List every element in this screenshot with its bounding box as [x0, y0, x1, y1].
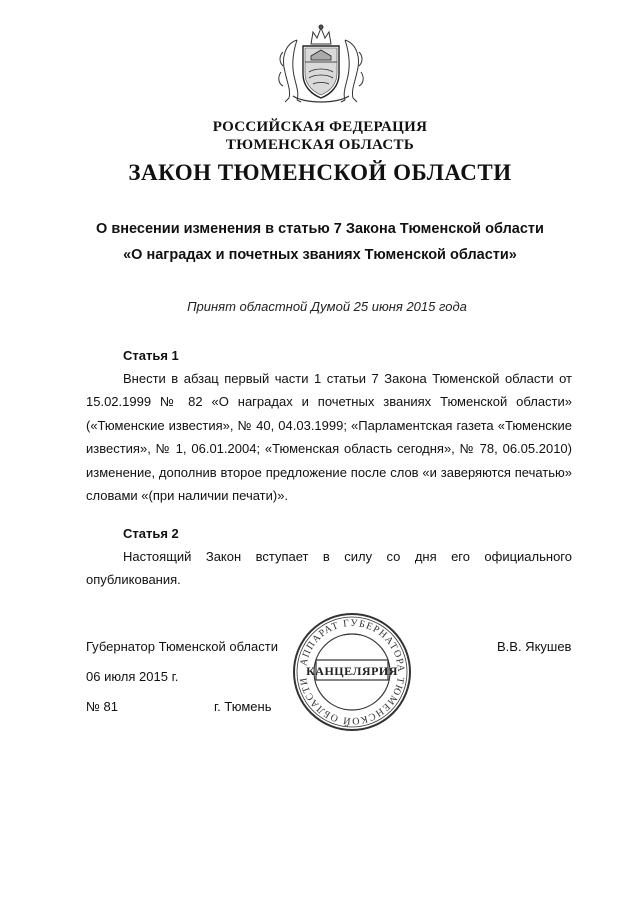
article-1-text: Внести в абзац первый части 1 статьи 7 Закона Тюменской области от 15.02.1999 № 82 «О наградах и почетных званиях Тюменской области» («Тюменские известия», № 40, 04.03.1999; «Парламентская газета «Тюменские известия», № 1, 06.01.2004; «Тюменская область сегодня», № 78, 06.05.2010) изменение, дополнив второе предложение после слов «и заверяются печатью» словами «(при наличии печати)».: [86, 371, 572, 504]
document-title: ЗАКОН ТЮМЕНСКОЙ ОБЛАСТИ: [128, 160, 512, 185]
svg-text:КАНЦЕЛЯРИЯ: КАНЦЕЛЯРИЯ: [306, 664, 398, 678]
country-name: РОССИЙСКАЯ ФЕДЕРАЦИЯ: [212, 119, 428, 135]
region-name: ТЮМЕНСКАЯ ОБЛАСТЬ: [225, 137, 415, 153]
article-2-text: Настоящий Закон вступает в силу со дня его официального опубликования.: [86, 549, 572, 588]
subject-line-1: О внесении изменения в статью 7 Закона Тюменской области: [96, 221, 544, 237]
signatory-name: В.В. Якушев: [497, 639, 572, 654]
signing-city: г. Тюмень: [214, 699, 272, 714]
article-2-heading: Статья 2: [123, 526, 179, 541]
article-1-heading: Статья 1: [123, 348, 179, 363]
subject-line-2: «О наградах и почетных званиях Тюменской области»: [123, 247, 517, 263]
signing-date: 06 июля 2015 г.: [86, 669, 179, 684]
coat-of-arms-icon: [275, 22, 367, 104]
signatory-position: Губернатор Тюменской области: [86, 639, 278, 654]
office-stamp: [290, 610, 414, 734]
svg-text:АППАРАТ ГУБЕРНАТОРА ТЮМЕНСКОЙ: АППАРАТ ГУБЕРНАТОРА ТЮМЕНСКОЙ ОБЛАСТИ: [298, 617, 407, 727]
adoption-note: Принят областной Думой 25 июня 2015 года: [187, 299, 467, 314]
law-number: № 81: [86, 699, 119, 714]
